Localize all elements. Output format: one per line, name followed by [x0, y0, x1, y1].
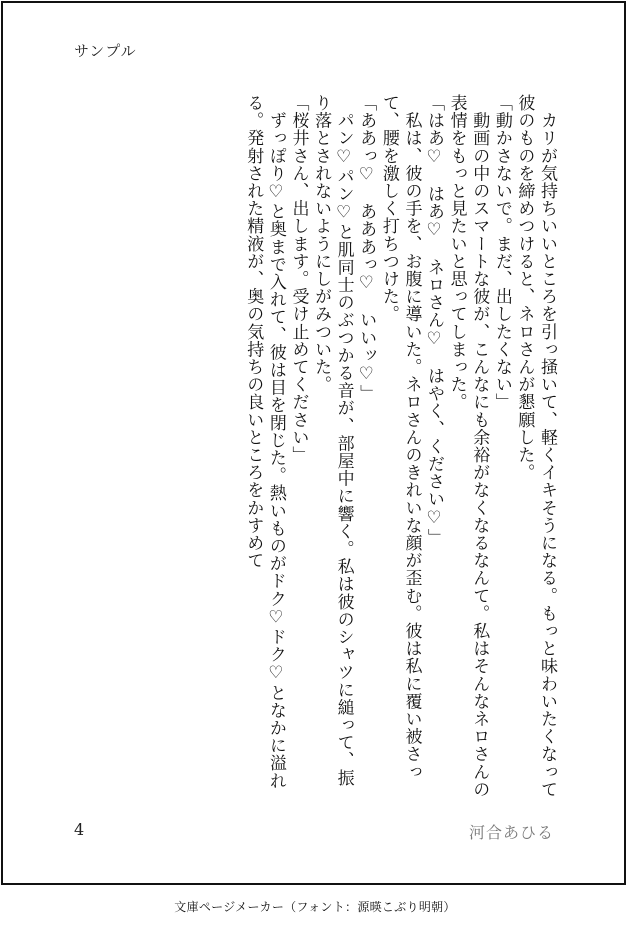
generator-caption: 文庫ページメーカー（フォント：源暎こぶり明朝）	[174, 900, 456, 914]
vertical-body-text	[74, 94, 558, 800]
paragraph: カリが気持ちいいところを引っ掻いて、軽くイキそうになる。もっと味わいたくなって彼のものを締めつけると、ネロさんが懇願した。	[514, 94, 557, 798]
paragraph: 「桜井さん、出します。受け止めてください」	[288, 94, 309, 464]
paragraph: ずっぽり♡と奥まで入れて、彼は目を閉じた。熱いものがドク♡ドク♡となかに溢れる。発射された精液が、奥の気持ちの良いところをかすめて	[243, 94, 286, 790]
paragraph: 私は、彼の手を、お腹に導いた。ネロさんのきれいな顔が歪む。彼は私に覆い被さって、腰を激しく打ちつけた。	[378, 94, 422, 781]
paragraph: 「はあ♡ はあ♡ ネロさん♡ はやく、ください♡」	[424, 94, 445, 546]
paragraph: 動画の中のスマートな彼が、こんなにも余裕がなくなるなんて。私はそんなネロさんの表情をもっと見たいと思ってしまった。	[446, 94, 490, 798]
page-header-title: サンプル	[74, 42, 137, 60]
paragraph: パン♡パン♡と肌同士のぶつかる音が、部屋中に響く。私は彼のシャツに縋って、振り落とされないようにしがみついた。	[311, 94, 354, 787]
author-name: 河合あひる	[468, 823, 554, 842]
paragraph: 「ああっ♡ あああっ♡ いいッ♡」	[356, 94, 377, 403]
paragraph: 「動かさないで。まだ、出したくない」	[491, 94, 512, 411]
page-number: 4	[74, 820, 85, 839]
